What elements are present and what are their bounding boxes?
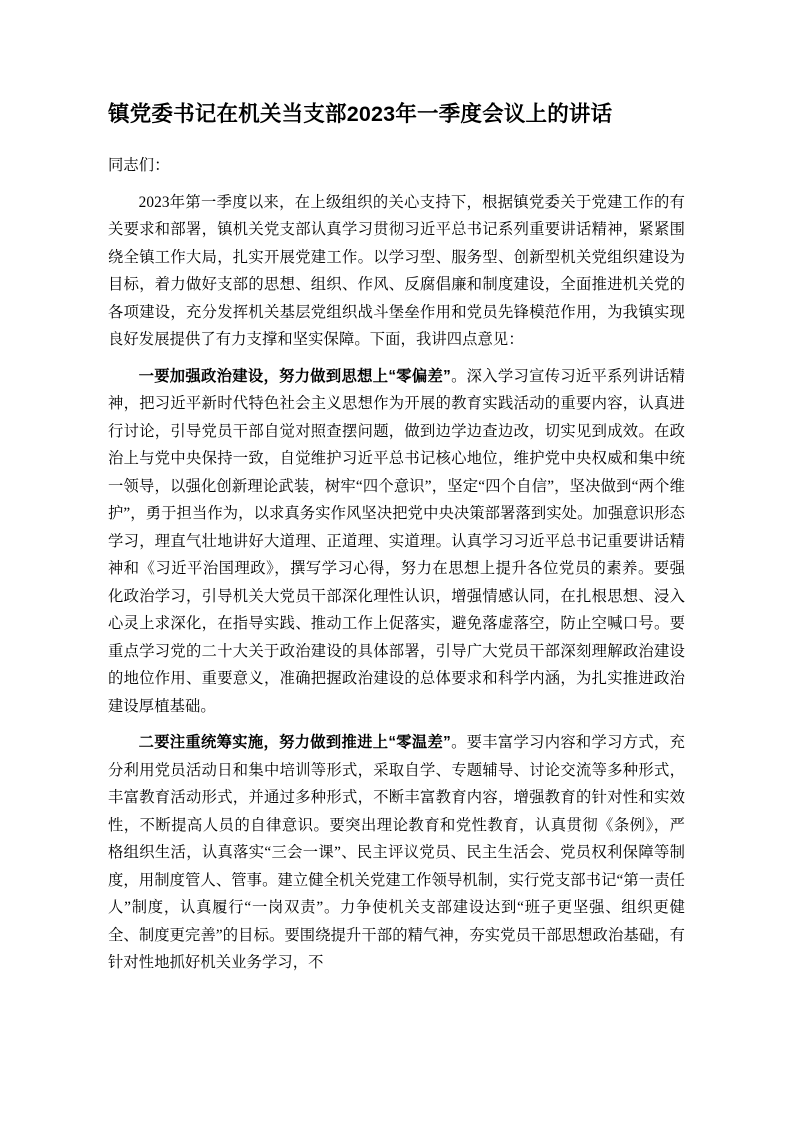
paragraph-3-lead: 二要注重统筹实施，努力做到推进上“零温差”	[138, 734, 451, 751]
paragraph-1	[108, 189, 685, 354]
salutation: 同志们：	[108, 157, 170, 174]
paragraph-3	[108, 729, 685, 977]
paragraph-2-text: 。深入学习宣传习近平系列讲话精神，把习近平新时代特色社会主义思想作为开展的教育实践活动的重要内容，认真进行讨论，引导党员干部自觉对照查摆问题，做到边学边查边改，切实见到成效。在政治上与党中央保持一致，自觉维护习近平总书记核心地位，维护党中央权威和集中统一领导，以强化创新理论武装，树牢“四个意识”，坚定“四个自信”，坚决做到“两个维护”，勇于担当作为，以求真务实作风坚决把党中央决策部署落到实处。加强意识形态学习，理直气壮地讲好大道理、正道理、实道理。认真学习习近平总书记重要讲话精神和《习近平治国理政》，撰写学习心得，努力在思想上提升各位党员的素养。要强化政治学习，引导机关大党员干部深化理性认识，增强情感认同，在扎根思想、浸入心灵上求深化，在指导实践、推动工作上促落实，避免落虚落空，防止空喊口号。要重点学习党的二十大关于政治建设的具体部署，引导广大党员干部深刻理解政治建设的地位作用、重要意义，准确把握政治建设的总体要求和科学内涵，为扎实推进政治建设厚植基础。	[108, 367, 685, 715]
paragraph-3-text: 。要丰富学习内容和学习方式，充分利用党员活动日和集中培训等形式，采取自学、专题辅导、讨论交流等多种形式，丰富教育活动形式，并通过多种形式，不断丰富教育内容，增强教育的针对性和实效性，不断提高人员的自律意识。要突出理论教育和党性教育，认真贯彻《条例》，严格组织生活，认真落实“三会一课”、民主评议党员、民主生活会、党员权利保障等制度，用制度管人、管事。建立健全机关党建工作领导机制，实行党支部书记“第一责任人”制度，认真履行“一岗双责”。力争使机关支部建设达到“班子更坚强、组织更健全、制度更完善”的目标。要围绕提升干部的精气神，夯实党员干部思想政治基础，有针对性地抓好机关业务学习，不	[108, 734, 685, 971]
paragraph-2-lead: 一要加强政治建设，努力做到思想上“零偏差”	[138, 367, 451, 385]
page-title: 镇党委书记在机关当支部2023年一季度会议上的讲话	[108, 102, 613, 126]
paragraph-2	[108, 363, 685, 721]
paragraph-1-text: 2023年第一季度以来，在上级组织的关心支持下，根据镇党委关于党建工作的有关要求和部署，镇机关党支部认真学习贯彻习近平总书记系列重要讲话精神，紧紧围绕全镇工作大局，扎实开展党建工作。以学习型、服务型、创新型机关党组织建设为目标，着力做好支部的思想、组织、作风、反腐倡廉和制度建设，全面推进机关党的各项建设，充分发挥机关基层党组织战斗堡垒作用和党员先锋模范作用，为我镇实现良好发展提供了有力支撑和坚实保障。下面，我讲四点意见：	[108, 193, 685, 348]
